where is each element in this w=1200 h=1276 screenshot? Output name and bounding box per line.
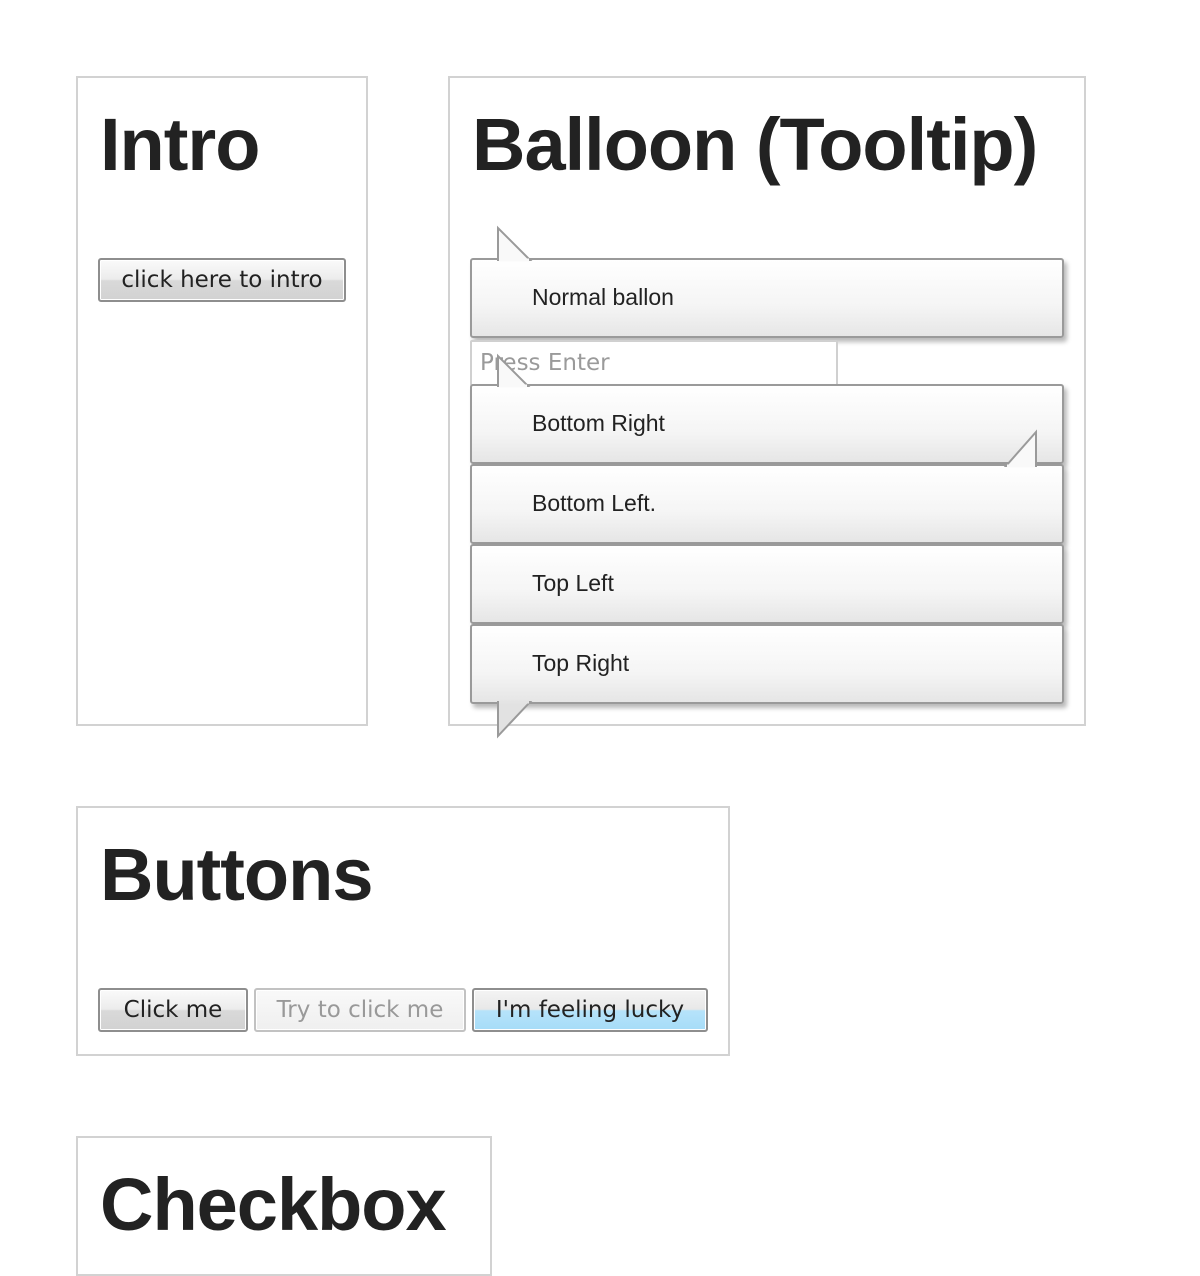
checkbox-title: Checkbox: [100, 1163, 446, 1246]
balloon-tail-up-right-icon: [1004, 430, 1038, 468]
balloon-label: Bottom Left.: [532, 490, 657, 516]
balloon-bottom-right[interactable]: [470, 384, 1064, 464]
balloon-label: Top Left: [532, 570, 614, 596]
buttons-panel: [76, 806, 730, 1056]
click-me-button[interactable]: Click me: [98, 988, 248, 1032]
balloon-title: Balloon (Tooltip): [472, 103, 1038, 186]
balloon-label: Top Right: [532, 650, 630, 676]
buttons-title: Buttons: [100, 833, 373, 916]
balloon-top-left[interactable]: [470, 544, 1064, 624]
checkbox-panel: [76, 1136, 492, 1276]
try-to-click-button[interactable]: Try to click me: [254, 988, 466, 1032]
balloon-panel: [448, 76, 1086, 726]
balloon-top-right[interactable]: [470, 624, 1064, 704]
balloon-label: Bottom Right: [532, 410, 665, 436]
feeling-lucky-button[interactable]: I'm feeling lucky: [472, 988, 708, 1032]
balloon-bottom-left[interactable]: [470, 464, 1064, 544]
balloon-label: Normal ballon: [532, 284, 674, 310]
balloon-tail-up-icon: [496, 354, 536, 388]
intro-button[interactable]: click here to intro: [98, 258, 346, 302]
balloon-normal[interactable]: [470, 258, 1064, 338]
balloon-tail-up-icon: [496, 226, 536, 262]
intro-panel: [76, 76, 368, 726]
intro-title: Intro: [100, 103, 260, 186]
balloon-tail-down-icon: [496, 700, 536, 740]
